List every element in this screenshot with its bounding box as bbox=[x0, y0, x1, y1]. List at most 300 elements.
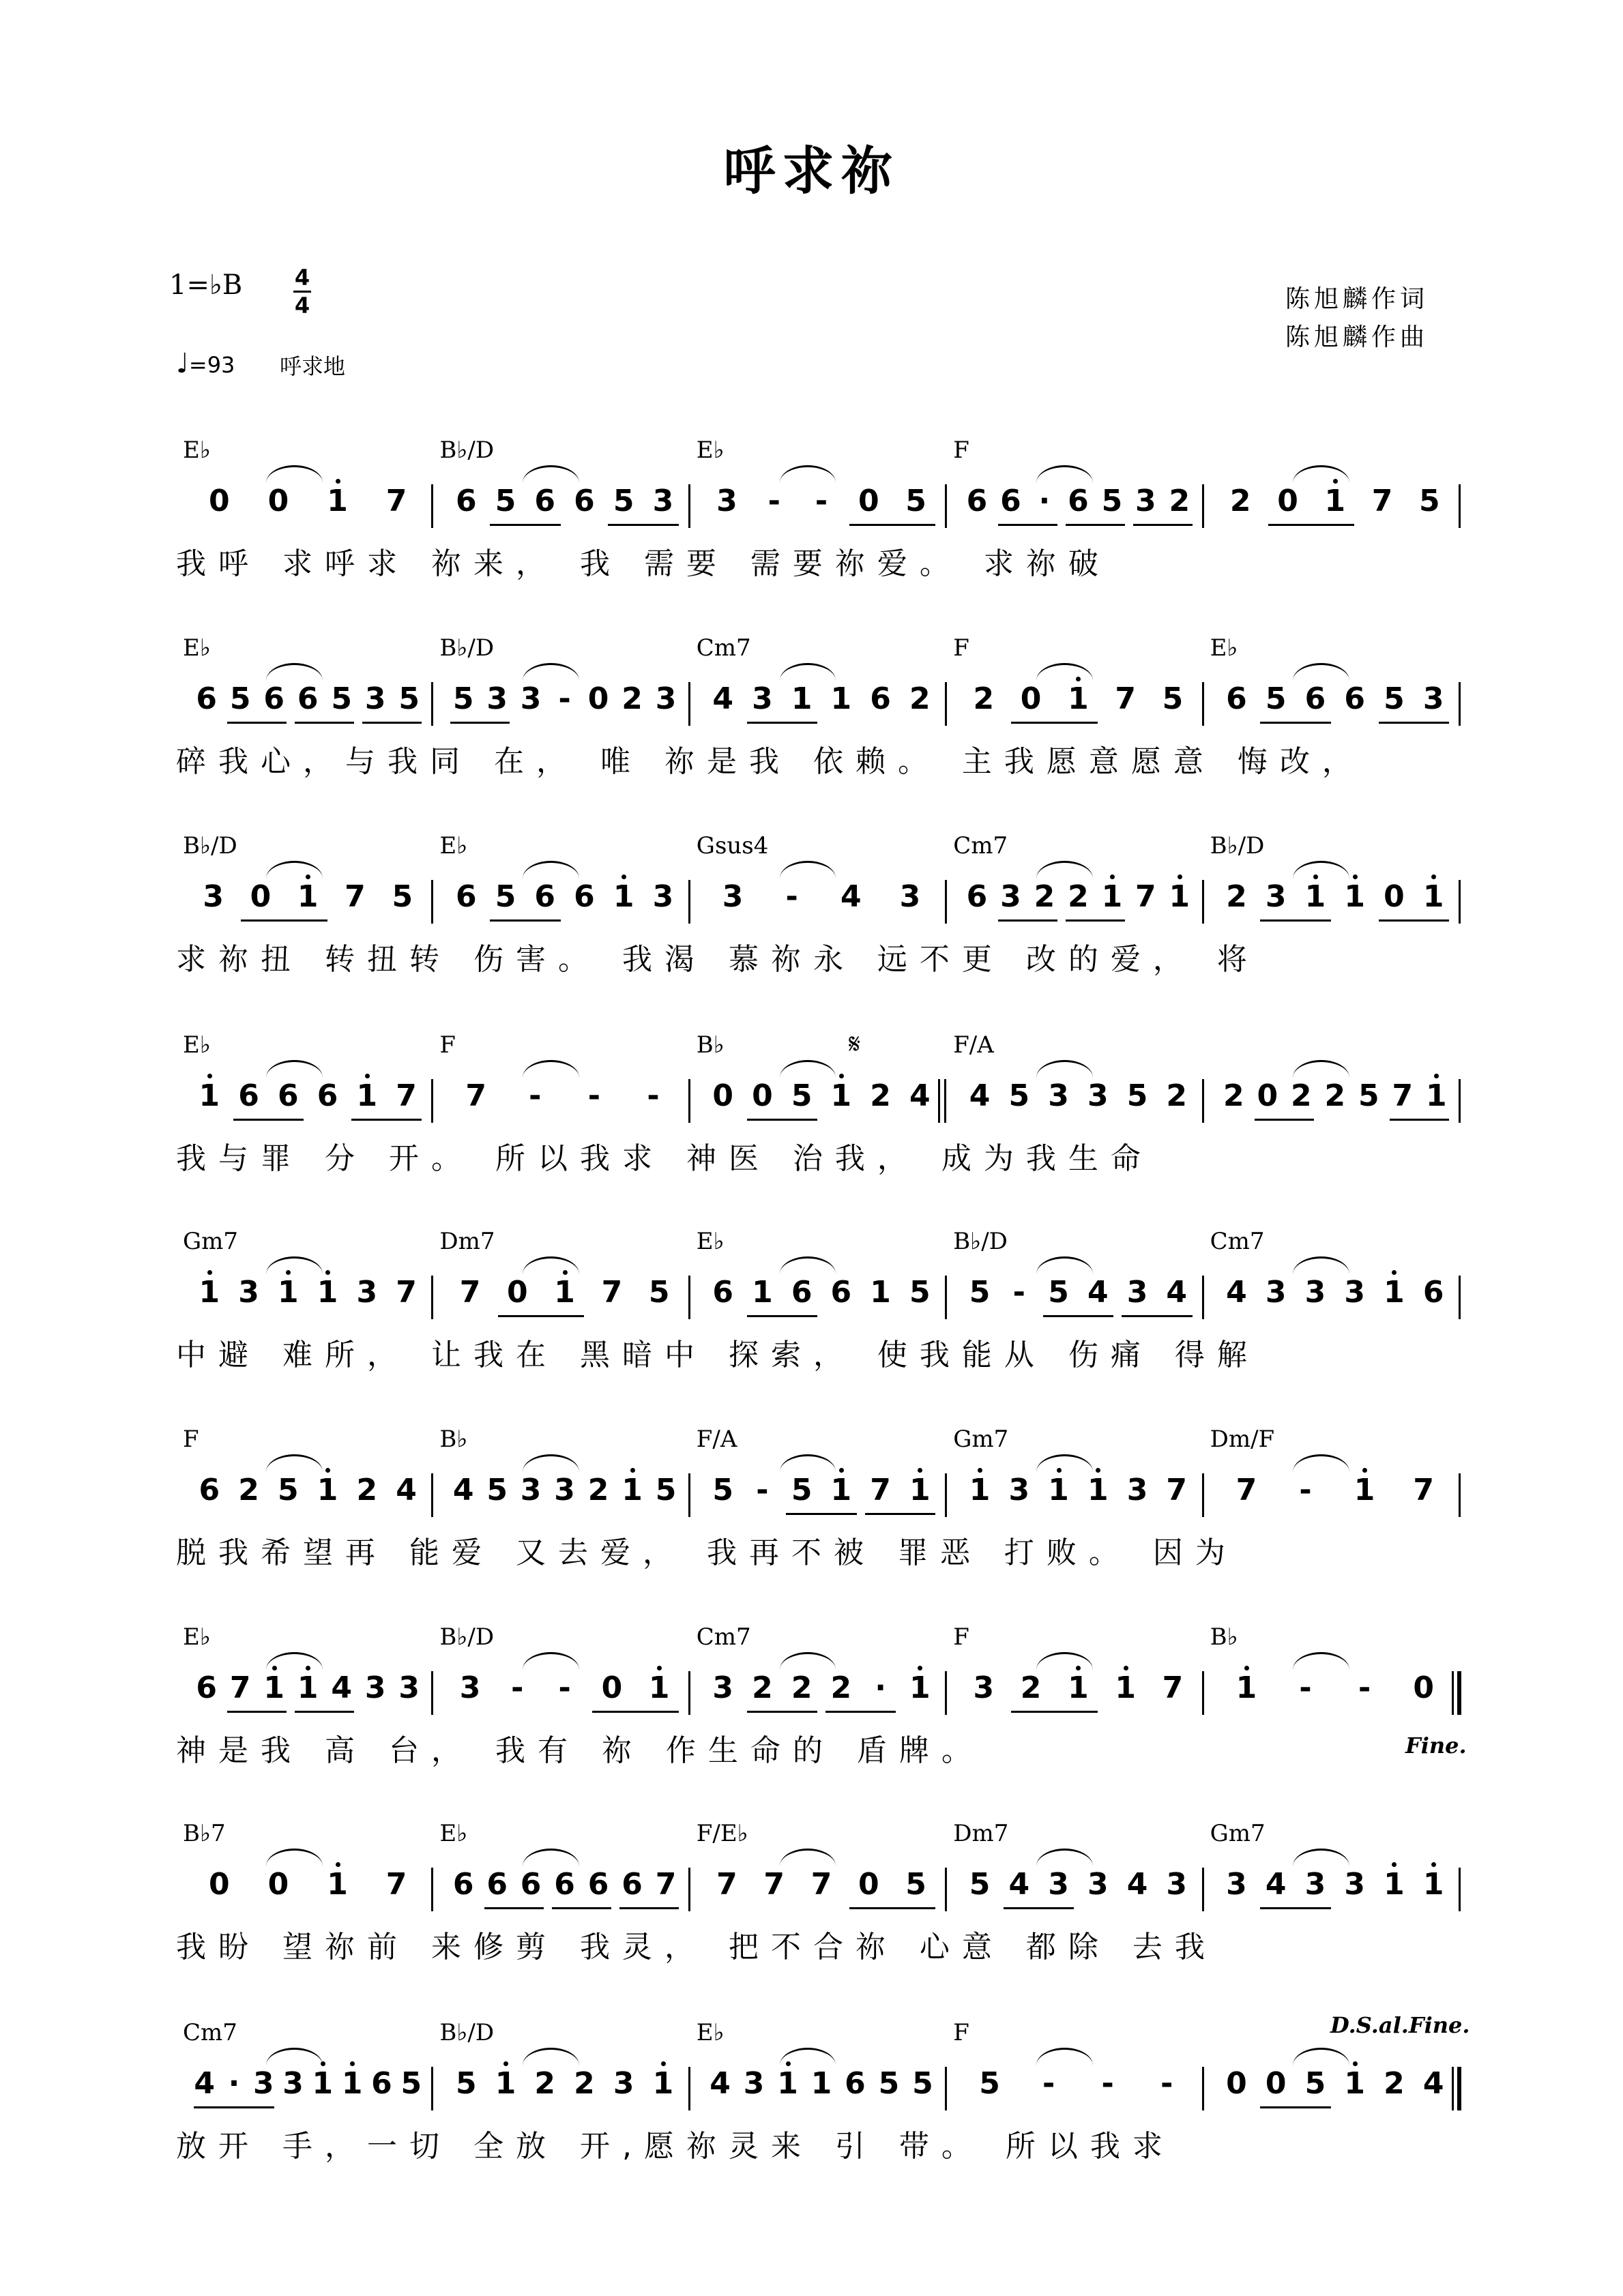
note: 3 bbox=[1265, 1275, 1287, 1310]
chord-symbol: Dm7 bbox=[953, 1820, 1009, 1847]
score-system bbox=[0, 2019, 1623, 2183]
barline bbox=[1202, 880, 1204, 924]
chord-symbol: B♭/D bbox=[1210, 832, 1265, 859]
note: 1 bbox=[828, 1072, 855, 1120]
tie-slur bbox=[1036, 1652, 1093, 1670]
note: 0 bbox=[208, 484, 230, 518]
note: 0 bbox=[587, 681, 609, 716]
barline bbox=[431, 484, 433, 528]
beam-underline bbox=[233, 1119, 304, 1121]
note: 6 bbox=[278, 1078, 299, 1113]
octave-dot bbox=[1362, 1468, 1367, 1473]
note: 4 bbox=[194, 2066, 215, 2101]
note: 3 bbox=[1304, 1275, 1326, 1310]
note: 5 bbox=[1358, 1078, 1379, 1113]
note: 0 bbox=[507, 1275, 528, 1310]
note: 7 bbox=[870, 1473, 891, 1507]
note: 6 bbox=[1422, 1275, 1444, 1310]
score-system bbox=[0, 1623, 1623, 1787]
barline bbox=[1202, 1868, 1204, 1911]
barline bbox=[1459, 484, 1461, 528]
note: 6 bbox=[966, 879, 988, 914]
notation-row bbox=[0, 477, 1623, 525]
lyrics-line: 我与罪 分 开。 所以我求 神医 治我， 成为我生命 bbox=[176, 1141, 1153, 1176]
note: 0 bbox=[208, 1867, 230, 1902]
lyrics-line: 我盼 望祢前 来修剪 我灵， 把不合祢 心意 都除 去我 bbox=[176, 1930, 1217, 1964]
note: 5 bbox=[909, 1275, 931, 1310]
chord-symbol: Gm7 bbox=[183, 1228, 239, 1255]
note: 7 bbox=[465, 1078, 486, 1113]
notation-row bbox=[0, 2060, 1623, 2108]
note: 3 bbox=[459, 1671, 481, 1705]
lyrics-line: 碎我心，与我同 在， 唯 祢是我 依赖。 主我愿意愿意 悔改， bbox=[176, 744, 1364, 779]
barline bbox=[431, 1079, 433, 1123]
octave-dot bbox=[1096, 1468, 1100, 1473]
notation-row bbox=[0, 873, 1623, 921]
chord-symbol: F/E♭ bbox=[696, 1820, 748, 1847]
barline bbox=[1459, 1868, 1461, 1911]
note: 6 bbox=[297, 681, 319, 716]
chord-symbol: B♭ bbox=[1210, 1623, 1238, 1651]
note: 7 bbox=[655, 1867, 677, 1902]
beam-underline bbox=[747, 1315, 817, 1317]
barline bbox=[1202, 484, 1204, 528]
double-barline bbox=[938, 1079, 946, 1123]
note: 6 bbox=[622, 1867, 643, 1902]
tie-slur bbox=[523, 465, 579, 483]
octave-dot bbox=[1110, 874, 1115, 879]
note: 5 bbox=[229, 681, 251, 716]
note: 3 bbox=[486, 681, 508, 716]
note: 5 bbox=[969, 1867, 991, 1902]
tie-slur bbox=[1036, 2048, 1093, 2065]
note: 1 bbox=[338, 2060, 366, 2108]
note: 1 bbox=[810, 2066, 832, 2101]
beam-underline bbox=[1268, 524, 1355, 526]
octave-dot bbox=[1353, 874, 1358, 879]
note: · bbox=[875, 1671, 886, 1705]
note: 5 bbox=[1048, 1275, 1069, 1310]
chord-symbol: E♭ bbox=[439, 1820, 468, 1847]
note: 5 bbox=[1101, 484, 1123, 518]
chord-symbol: B♭ bbox=[696, 1031, 725, 1059]
note: 7 bbox=[229, 1671, 251, 1705]
note: 7 bbox=[1235, 1473, 1257, 1507]
chord-symbol: E♭ bbox=[183, 1031, 211, 1059]
meter-bottom: 4 bbox=[294, 293, 310, 319]
barline bbox=[688, 1079, 690, 1123]
note: 3 bbox=[1087, 1078, 1109, 1113]
note: 1 bbox=[610, 873, 637, 921]
beam-underline bbox=[1255, 1119, 1314, 1121]
tie-slur bbox=[523, 861, 579, 879]
note: 5 bbox=[1304, 2066, 1326, 2101]
note: - bbox=[1299, 1473, 1312, 1507]
tempo-value: =93 bbox=[188, 352, 235, 378]
note: 3 bbox=[1226, 1867, 1247, 1902]
beam-underline bbox=[1379, 919, 1449, 922]
beam-underline bbox=[608, 524, 678, 526]
chord-symbol: F bbox=[953, 1623, 969, 1651]
note: 4 bbox=[1265, 1867, 1287, 1902]
beam-underline bbox=[998, 919, 1057, 922]
chord-symbol: E♭ bbox=[183, 634, 211, 662]
note: 1 bbox=[1098, 873, 1126, 921]
note: 3 bbox=[1265, 879, 1287, 914]
barline bbox=[688, 2067, 690, 2110]
note: 5 bbox=[912, 2066, 933, 2101]
note: 4 bbox=[452, 1473, 474, 1507]
tie-slur bbox=[266, 663, 323, 681]
tie-slur bbox=[780, 1849, 836, 1866]
note: 2 bbox=[622, 681, 643, 716]
chord-symbol: Dm7 bbox=[439, 1228, 495, 1255]
score-system bbox=[0, 1426, 1623, 1589]
chord-symbol: Cm7 bbox=[183, 2019, 237, 2046]
beam-underline bbox=[490, 919, 560, 922]
barline bbox=[1459, 682, 1461, 726]
lyrics-line: 神是我 高 台， 我有 祢 作生命的 盾牌。 bbox=[176, 1733, 984, 1768]
chord-symbol: E♭ bbox=[696, 1228, 725, 1255]
note: 6 bbox=[317, 1078, 338, 1113]
beam-underline bbox=[865, 1513, 935, 1515]
note: 2 bbox=[1068, 879, 1089, 914]
tie-slur bbox=[1036, 1256, 1093, 1274]
note: 4 bbox=[1166, 1275, 1188, 1310]
octave-dot bbox=[1178, 874, 1182, 879]
note: 6 bbox=[574, 484, 595, 518]
barline bbox=[431, 1473, 433, 1517]
note: 2 bbox=[870, 1078, 891, 1113]
note: 1 bbox=[1351, 1467, 1378, 1514]
note: 3 bbox=[364, 681, 386, 716]
note: 6 bbox=[830, 1275, 852, 1310]
tie-slur bbox=[523, 2048, 579, 2065]
double-barline bbox=[1452, 2067, 1461, 2110]
note: 1 bbox=[1341, 873, 1369, 921]
note: 3 bbox=[899, 879, 921, 914]
note: 1 bbox=[1045, 1467, 1072, 1514]
note: 5 bbox=[331, 681, 352, 716]
tie-slur bbox=[266, 2048, 323, 2065]
note: 0 bbox=[752, 1078, 773, 1113]
tie-slur bbox=[523, 663, 579, 681]
chord-symbol: B♭7 bbox=[183, 1820, 226, 1847]
note: - bbox=[767, 484, 780, 518]
tie-slur bbox=[266, 1256, 323, 1274]
tie-slur bbox=[266, 1849, 323, 1866]
note: 3 bbox=[203, 879, 224, 914]
note: - bbox=[1042, 2066, 1055, 2101]
note: 6 bbox=[554, 1867, 575, 1902]
note: 7 bbox=[459, 1275, 481, 1310]
note: 2 bbox=[752, 1671, 773, 1705]
note: 3 bbox=[1135, 484, 1156, 518]
beam-underline bbox=[1260, 919, 1330, 922]
note: 6 bbox=[534, 879, 556, 914]
barline bbox=[431, 1276, 433, 1319]
octave-dot bbox=[325, 1468, 330, 1473]
note: 6 bbox=[712, 1275, 733, 1310]
note: 1 bbox=[1341, 2060, 1369, 2108]
chord-symbol: B♭/D bbox=[439, 437, 495, 464]
note: 2 bbox=[1291, 1078, 1312, 1113]
note: 3 bbox=[743, 2066, 765, 2101]
lyrics-line: 放开 手，一切 全放 开,愿祢灵来 引 带。 所以我求 bbox=[176, 2129, 1175, 2164]
tie-slur bbox=[1293, 1454, 1349, 1472]
note: 3 bbox=[282, 2066, 304, 2101]
barline bbox=[1202, 2067, 1204, 2110]
beam-underline bbox=[1260, 722, 1330, 724]
score-system bbox=[0, 1228, 1623, 1392]
tie-slur bbox=[523, 1652, 579, 1670]
note: 3 bbox=[1000, 879, 1021, 914]
note: 2 bbox=[1034, 879, 1055, 914]
tie-slur bbox=[523, 1454, 579, 1472]
note: 0 bbox=[1226, 2066, 1247, 2101]
tie-slur bbox=[780, 465, 836, 483]
barline bbox=[945, 1868, 947, 1911]
beam-underline bbox=[747, 1711, 817, 1713]
note: 3 bbox=[716, 484, 737, 518]
chord-symbol: F bbox=[439, 1031, 456, 1059]
octave-dot bbox=[503, 2061, 508, 2066]
tie-slur bbox=[1293, 861, 1349, 879]
barline bbox=[945, 1473, 947, 1517]
chord-symbol: Cm7 bbox=[696, 634, 751, 662]
note: 5 bbox=[905, 484, 926, 518]
note: 5 bbox=[613, 484, 634, 518]
score-system bbox=[0, 634, 1623, 798]
tie-slur bbox=[266, 1454, 323, 1472]
beam-underline bbox=[747, 722, 817, 724]
notation-row bbox=[0, 1664, 1623, 1712]
note: 3 bbox=[520, 681, 542, 716]
note: 3 bbox=[1304, 1867, 1326, 1902]
note: 1 bbox=[791, 681, 813, 716]
note: 6 bbox=[520, 1867, 542, 1902]
note: 3 bbox=[1008, 1473, 1030, 1507]
beam-underline bbox=[825, 1711, 896, 1713]
note: 5 bbox=[712, 1473, 733, 1507]
note: 2 bbox=[973, 681, 995, 716]
note: 1 bbox=[906, 1467, 933, 1514]
lyricist-credit: 陈旭麟作词 bbox=[1285, 285, 1429, 313]
barline bbox=[945, 1671, 947, 1715]
chord-symbol: E♭ bbox=[439, 832, 468, 859]
note: 4 bbox=[1422, 2066, 1444, 2101]
beam-underline bbox=[849, 1907, 936, 1909]
note: 6 bbox=[870, 681, 891, 716]
note: 1 bbox=[294, 873, 321, 921]
tie-slur bbox=[780, 861, 836, 879]
octave-dot bbox=[207, 1270, 212, 1275]
beam-underline bbox=[1066, 524, 1125, 526]
note: 6 bbox=[966, 484, 988, 518]
note: 3 bbox=[398, 1671, 420, 1705]
note: 6 bbox=[1344, 681, 1365, 716]
tie-slur bbox=[780, 1652, 836, 1670]
tie-slur bbox=[266, 1652, 323, 1670]
octave-dot bbox=[1431, 874, 1436, 879]
note: 0 bbox=[858, 484, 879, 518]
fine-mark: Fine. bbox=[1405, 1733, 1467, 1758]
beam-underline bbox=[1004, 1907, 1074, 1909]
chord-symbol: B♭/D bbox=[953, 1228, 1008, 1255]
note: 4 bbox=[1226, 1275, 1247, 1310]
barline bbox=[431, 880, 433, 924]
note: - bbox=[587, 1078, 601, 1113]
note: 5 bbox=[791, 1473, 813, 1507]
note: 7 bbox=[763, 1867, 785, 1902]
note: 2 bbox=[1324, 1078, 1346, 1113]
score-system bbox=[0, 437, 1623, 600]
note: 1 bbox=[324, 1861, 351, 1909]
note: 6 bbox=[574, 879, 595, 914]
note: 6 bbox=[534, 484, 556, 518]
note: 1 bbox=[1233, 1664, 1260, 1712]
beam-underline bbox=[450, 722, 510, 724]
beam-underline bbox=[484, 1907, 544, 1909]
note: 7 bbox=[396, 1275, 417, 1310]
note: 3 bbox=[1048, 1867, 1069, 1902]
note: 0 bbox=[712, 1078, 733, 1113]
note: 3 bbox=[752, 681, 773, 716]
note: 1 bbox=[619, 1467, 646, 1514]
note: 1 bbox=[774, 2060, 802, 2108]
note: 1 bbox=[309, 2060, 336, 2108]
tie-slur bbox=[780, 663, 836, 681]
note: 1 bbox=[1422, 1072, 1450, 1120]
octave-dot bbox=[918, 1666, 922, 1671]
octave-dot bbox=[1392, 1862, 1397, 1867]
note: 3 bbox=[973, 1671, 995, 1705]
octave-dot bbox=[1434, 1074, 1439, 1078]
note: 1 bbox=[828, 1467, 855, 1514]
octave-dot bbox=[1392, 1270, 1397, 1275]
note: - bbox=[756, 1473, 769, 1507]
note: 1 bbox=[906, 1664, 933, 1712]
lyrics-line: 脱我希望再 能爱 又去爱， 我再不被 罪恶 打败。 因为 bbox=[176, 1535, 1238, 1570]
note: 3 bbox=[1126, 1275, 1148, 1310]
note: 1 bbox=[196, 1269, 223, 1316]
note: · bbox=[228, 2066, 240, 2101]
note: 6 bbox=[845, 2066, 866, 2101]
beam-underline bbox=[295, 1711, 354, 1713]
beam-underline bbox=[227, 722, 287, 724]
notation-row bbox=[0, 1269, 1623, 1316]
note: 4 bbox=[840, 879, 862, 914]
note: 2 bbox=[1226, 879, 1247, 914]
note: 0 bbox=[1265, 2066, 1287, 2101]
beam-underline bbox=[1043, 1315, 1113, 1317]
note: - bbox=[1358, 1671, 1371, 1705]
barline bbox=[945, 682, 947, 726]
note: - bbox=[1101, 2066, 1114, 2101]
tie-slur bbox=[266, 861, 323, 879]
double-barline bbox=[1452, 1671, 1461, 1715]
note: 3 bbox=[712, 1671, 733, 1705]
note: 3 bbox=[1422, 681, 1444, 716]
note: 1 bbox=[294, 1664, 321, 1712]
tie-slur bbox=[1293, 1652, 1349, 1670]
chord-symbol: F bbox=[953, 634, 969, 662]
note: 3 bbox=[613, 2066, 634, 2101]
chord-symbol: E♭ bbox=[1210, 634, 1238, 662]
note: 4 bbox=[712, 681, 733, 716]
note: 7 bbox=[601, 1275, 623, 1310]
note: 6 bbox=[455, 484, 477, 518]
tie-slur bbox=[780, 2048, 836, 2065]
chord-symbol: Cm7 bbox=[953, 832, 1008, 859]
beam-underline bbox=[1379, 722, 1449, 724]
note: 4 bbox=[710, 2066, 731, 2101]
note: 3 bbox=[655, 681, 677, 716]
note: 1 bbox=[870, 1275, 891, 1310]
lyrics-line: 求祢扭 转扭转 伤害。 我渴 慕祢永 远不更 改的爱， 将 bbox=[176, 942, 1259, 977]
chord-symbol: F bbox=[953, 437, 969, 464]
note: 3 bbox=[1126, 1473, 1148, 1507]
note: 1 bbox=[1321, 477, 1349, 525]
tie-slur bbox=[780, 1256, 836, 1274]
note: - bbox=[1012, 1275, 1025, 1310]
chord-symbol: B♭/D bbox=[183, 832, 237, 859]
beam-underline bbox=[592, 1711, 679, 1713]
note: 5 bbox=[452, 681, 474, 716]
note: 3 bbox=[1048, 1078, 1069, 1113]
tie-slur bbox=[1036, 663, 1093, 681]
note: 5 bbox=[648, 1275, 670, 1310]
barline bbox=[1459, 1473, 1461, 1517]
chord-symbol: B♭/D bbox=[439, 1623, 495, 1651]
note: 7 bbox=[396, 1078, 417, 1113]
note: - bbox=[529, 1078, 542, 1113]
notation-row bbox=[0, 675, 1623, 723]
note: 3 bbox=[1087, 1867, 1109, 1902]
note: 1 bbox=[645, 1664, 673, 1712]
note: - bbox=[558, 1671, 571, 1705]
note: 7 bbox=[345, 879, 366, 914]
beam-underline bbox=[998, 524, 1057, 526]
note: 6 bbox=[1304, 681, 1326, 716]
note: 2 bbox=[356, 1473, 378, 1507]
chord-symbol: E♭ bbox=[696, 2019, 725, 2046]
note: 5 bbox=[495, 484, 516, 518]
octave-dot bbox=[207, 1074, 212, 1078]
note: 0 bbox=[267, 484, 289, 518]
note: 2 bbox=[534, 2066, 556, 2101]
beam-underline bbox=[1011, 1711, 1098, 1713]
note: 3 bbox=[554, 1473, 575, 1507]
beam-underline bbox=[619, 1907, 679, 1909]
barline bbox=[945, 1276, 947, 1319]
notation-row bbox=[0, 1467, 1623, 1514]
key-signature: 1=♭B bbox=[169, 269, 243, 301]
note: 6 bbox=[1000, 484, 1021, 518]
note: 2 bbox=[574, 2066, 595, 2101]
note: 5 bbox=[455, 2066, 477, 2101]
chord-symbol: F bbox=[953, 2019, 969, 2046]
score-system bbox=[0, 1031, 1623, 1195]
note: 1 bbox=[1420, 1861, 1447, 1909]
note: 3 bbox=[722, 879, 744, 914]
barline bbox=[1202, 1079, 1204, 1123]
note: 4 bbox=[331, 1671, 352, 1705]
note: 6 bbox=[1226, 681, 1247, 716]
note: 5 bbox=[969, 1275, 991, 1310]
note: 5 bbox=[905, 1867, 926, 1902]
note: 2 bbox=[587, 1473, 609, 1507]
